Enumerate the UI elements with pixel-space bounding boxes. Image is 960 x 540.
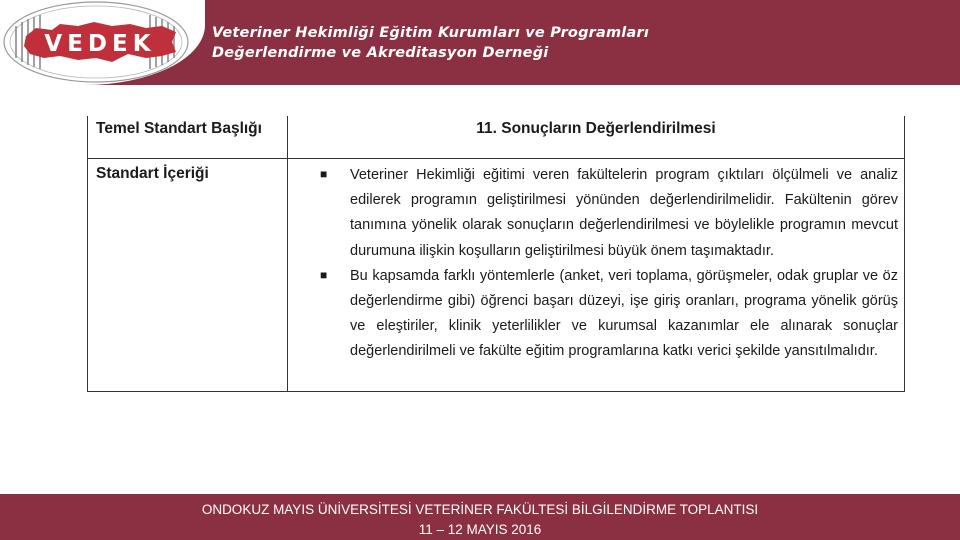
bullet-icon: ■ <box>320 267 328 282</box>
header-left-cell: Temel Standart Başlığı <box>88 116 288 159</box>
bullet-text: Veteriner Hekimliği eğitimi veren fakültelerin program çıktıları ölçülmeli ve analiz edilerek programın geliştirilmesi yönünden değerlendirilmelidir. Fakültenin görev tanımına yönelik olarak sonuçların değerlendirilmesi ve böylelikle programın mevcut durumuna ilişkin koşulların geliştirilmesi büyük önem taşımaktadır. <box>350 167 898 259</box>
logo-text: VEDEK <box>44 31 156 57</box>
standard-table <box>87 116 905 392</box>
header-right-cell: 11. Sonuçların Değerlendirilmesi <box>288 116 905 159</box>
footer-line-1: ONDOKUZ MAYIS ÜNİVERSİTESİ VETERİNER FAKÜLTESİ BİLGİLENDİRME TOPLANTISI <box>201 502 759 517</box>
title-line-1: Veteriner Hekimliği Eğitim Kurumları ve Programları <box>212 25 649 41</box>
header-banner <box>0 0 960 85</box>
bullet-list <box>318 163 898 365</box>
footer-banner <box>0 494 960 540</box>
row-label-cell: Standart İçeriği <box>88 159 288 392</box>
bullet-text: Bu kapsamda farklı yöntemlerle (anket, veri toplama, görüşmeler, odak gruplar ve öz değerlendirme gibi) öğrenci başarı düzeyi, işe giriş oranları, programa yönelik görüş ve eleştiriler, klinik yeterlilikler ve kurumsal kazanımlar ele alınarak sonuçlar değerlendirilmeli ve fakülte eğitim programlarına katkı verici şekilde yansıtılmalıdır. <box>350 267 898 360</box>
logo-area <box>0 0 205 85</box>
footer-line-2: 11 – 12 MAYIS 2016 <box>418 522 542 537</box>
list-item <box>318 264 898 365</box>
content-cell <box>288 159 905 392</box>
title-line-2: Değerlendirme ve Akreditasyon Derneği <box>212 45 549 61</box>
vedek-logo <box>0 0 205 85</box>
organization-title <box>212 23 649 63</box>
list-item <box>318 163 898 264</box>
bullet-icon: ■ <box>320 167 328 181</box>
